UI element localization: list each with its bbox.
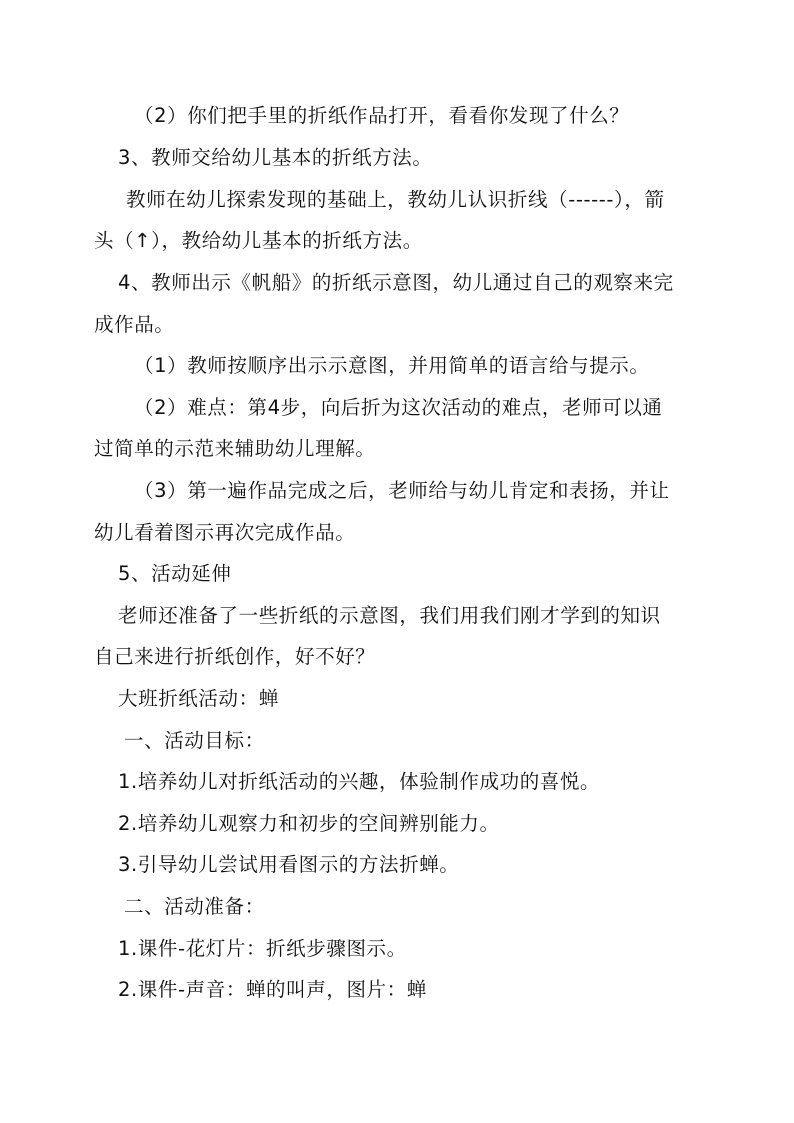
activity-title: 大班折纸活动：蝉 xyxy=(118,687,279,710)
list-item: 1.课件-花灯片：折纸步骤图示。 xyxy=(118,937,407,960)
text-line: 老师还准备了一些折纸的示意图，我们用我们刚才学到的知识 xyxy=(118,604,661,627)
text-line: 教师在幼儿探索发现的基础上，教幼儿认识折线（------），箭 xyxy=(126,188,665,211)
text-line: （3）第一遍作品完成之后，老师给与幼儿肯定和表扬，并让 xyxy=(134,479,670,502)
section-heading: 4、教师出示《帆船》的折纸示意图，幼儿通过自己的观察来完 xyxy=(118,271,674,294)
list-item: 2.培养幼儿观察力和初步的空间辨别能力。 xyxy=(118,812,500,835)
section-heading: 5、活动延伸 xyxy=(118,562,232,585)
list-item: 1.培养幼儿对折纸活动的兴趣，体验制作成功的喜悦。 xyxy=(118,770,601,793)
section-heading: 3、教师交给幼儿基本的折纸方法。 xyxy=(118,146,433,169)
text-line: 自己来进行折纸创作，好不好？ xyxy=(94,645,376,668)
section-heading: 一、活动目标： xyxy=(124,729,265,752)
list-item: 3.引导幼儿尝试用看图示的方法折蝉。 xyxy=(118,853,460,876)
text-line: 幼儿看着图示再次完成作品。 xyxy=(94,521,356,544)
text-line: 头（↑），教给幼儿基本的折纸方法。 xyxy=(94,229,423,252)
text-line: （1）教师按顺序出示示意图，并用简单的语言给与提示。 xyxy=(134,354,650,377)
text-line: （2）你们把手里的折纸作品打开，看看你发现了什么？ xyxy=(134,104,630,127)
section-heading: 二、活动准备： xyxy=(124,895,265,918)
list-item: 2.课件-声音：蝉的叫声，图片：蝉 xyxy=(118,978,427,1001)
text-line: （2）难点：第4步，向后折为这次活动的难点，老师可以通 xyxy=(134,396,663,419)
text-line: 成作品。 xyxy=(94,313,175,336)
text-line: 过简单的示范来辅助幼儿理解。 xyxy=(94,437,376,460)
